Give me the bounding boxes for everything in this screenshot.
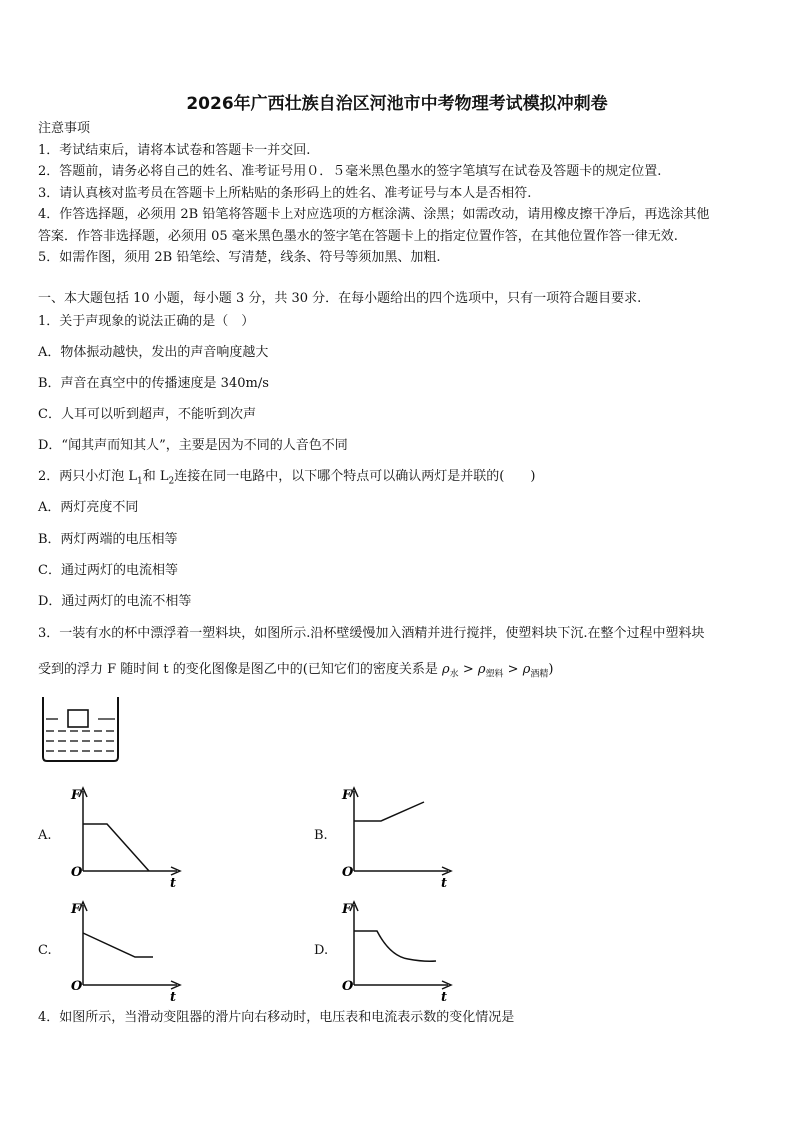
question-stem: 4．如图所示，当滑动变阻器的滑片向右移动时，电压表和电流表示数的变化情况是 xyxy=(38,1010,515,1025)
origin-label: O xyxy=(71,865,83,880)
greater-than-symbol: > xyxy=(507,662,519,677)
greater-than-symbol: > xyxy=(462,662,474,677)
question-stem xyxy=(38,469,535,490)
y-axis-label: F xyxy=(342,902,352,917)
q2-stem-part: 连接在同一电路中，以下哪个特点可以确认两灯是并联的( ) xyxy=(174,469,536,484)
q2-stem-part: 2．两只小灯泡 L xyxy=(38,469,138,484)
notice-item: 5．如需作图，须用 2B 铅笔绘、写清楚，线条、符号等须加黑、加粗. xyxy=(38,250,441,265)
y-axis-label: F xyxy=(342,788,352,803)
x-axis-label: t xyxy=(170,990,177,1005)
origin-label: O xyxy=(342,865,354,880)
notice-heading: 注意事项 xyxy=(38,121,91,136)
notice-item: 答案．作答非选择题，必须用 05 毫米黑色墨水的签字笔在答题卡上的指定位置作答，在其他位置作答一律无效. xyxy=(38,229,678,244)
q3-stem-part: 受到的浮力 F 随时间 t 的变化图像是图乙中的(已知它们的密度关系是 xyxy=(38,662,438,677)
rho-symbol: ρ xyxy=(522,662,531,677)
option-label: C. xyxy=(38,943,52,958)
section-heading: 一、本大题包括 10 小题，每小题 3 分，共 30 分．在每小题给出的四个选项中，只有一项符合题目要求. xyxy=(38,291,642,306)
option-text: D．“闻其声而知其人”，主要是因为不同的人音色不同 xyxy=(38,438,348,453)
rho-symbol: ρ xyxy=(442,662,450,677)
density-subscript: 酒精 xyxy=(530,669,549,680)
graph-curve xyxy=(83,933,153,957)
origin-label: O xyxy=(71,979,83,994)
question-stem xyxy=(38,662,553,683)
density-subscript: 塑料 xyxy=(485,669,504,680)
option-text: B．两灯两端的电压相等 xyxy=(38,532,178,547)
q2-stem-part: 和 L xyxy=(142,469,169,484)
graph-d xyxy=(336,899,466,1004)
x-axis-label: t xyxy=(441,990,448,1005)
plastic-block xyxy=(68,710,88,727)
origin-label: O xyxy=(342,979,354,994)
option-text: C．人耳可以听到超声，不能听到次声 xyxy=(38,407,256,422)
graph-curve xyxy=(354,931,436,961)
option-label: B. xyxy=(314,828,328,843)
graph-a xyxy=(65,785,185,890)
page-title: 2026年广西壮族自治区河池市中考物理考试模拟冲刺卷 xyxy=(186,94,608,114)
question-stem: 1．关于声现象的说法正确的是（ ） xyxy=(38,314,255,329)
notice-item: 1．考试结束后，请将本试卷和答题卡一并交回. xyxy=(38,143,311,158)
option-label: D. xyxy=(314,943,329,958)
graph-b xyxy=(336,785,456,890)
option-text: D．通过两灯的电流不相等 xyxy=(38,594,192,609)
option-text: B．声音在真空中的传播速度是 340m/s xyxy=(38,376,269,391)
graph-curve xyxy=(354,802,424,821)
notice-item: 4．作答选择题，必须用 2B 铅笔将答题卡上对应选项的方框涂满、涂黑；如需改动，请用橡皮擦干净后，再选涂其他 xyxy=(38,207,710,222)
x-axis-label: t xyxy=(170,876,177,891)
option-text: A．两灯亮度不同 xyxy=(38,500,139,515)
option-text: C．通过两灯的电流相等 xyxy=(38,563,178,578)
graph-c xyxy=(65,899,185,1004)
notice-item: 3．请认真核对监考员在答题卡上所粘贴的条形码上的姓名、准考证号与本人是否相符. xyxy=(38,186,532,201)
option-text: A．物体振动越快，发出的声音响度越大 xyxy=(38,345,269,360)
q3-stem-part: ) xyxy=(548,662,554,677)
question-stem: 3．一装有水的杯中漂浮着一塑料块，如图所示.沿杯壁缓慢加入酒精并进行搅拌，使塑料块下沉.在整个过程中塑料块 xyxy=(38,626,705,641)
notice-item: 2．答题前，请务必将自己的姓名、准考证号用０．５毫米黑色墨水的签字笔填写在试卷及答题卡的规定位置. xyxy=(38,164,662,179)
y-axis-label: F xyxy=(71,788,81,803)
density-subscript: 水 xyxy=(449,669,459,680)
rho-symbol: ρ xyxy=(477,662,486,677)
graph-curve xyxy=(83,824,149,871)
x-axis-label: t xyxy=(441,876,448,891)
q2-subscript: 1 xyxy=(137,476,143,487)
option-label: A. xyxy=(38,828,52,843)
y-axis-label: F xyxy=(71,902,81,917)
q2-subscript: 2 xyxy=(168,476,175,487)
beaker-figure xyxy=(40,695,120,765)
